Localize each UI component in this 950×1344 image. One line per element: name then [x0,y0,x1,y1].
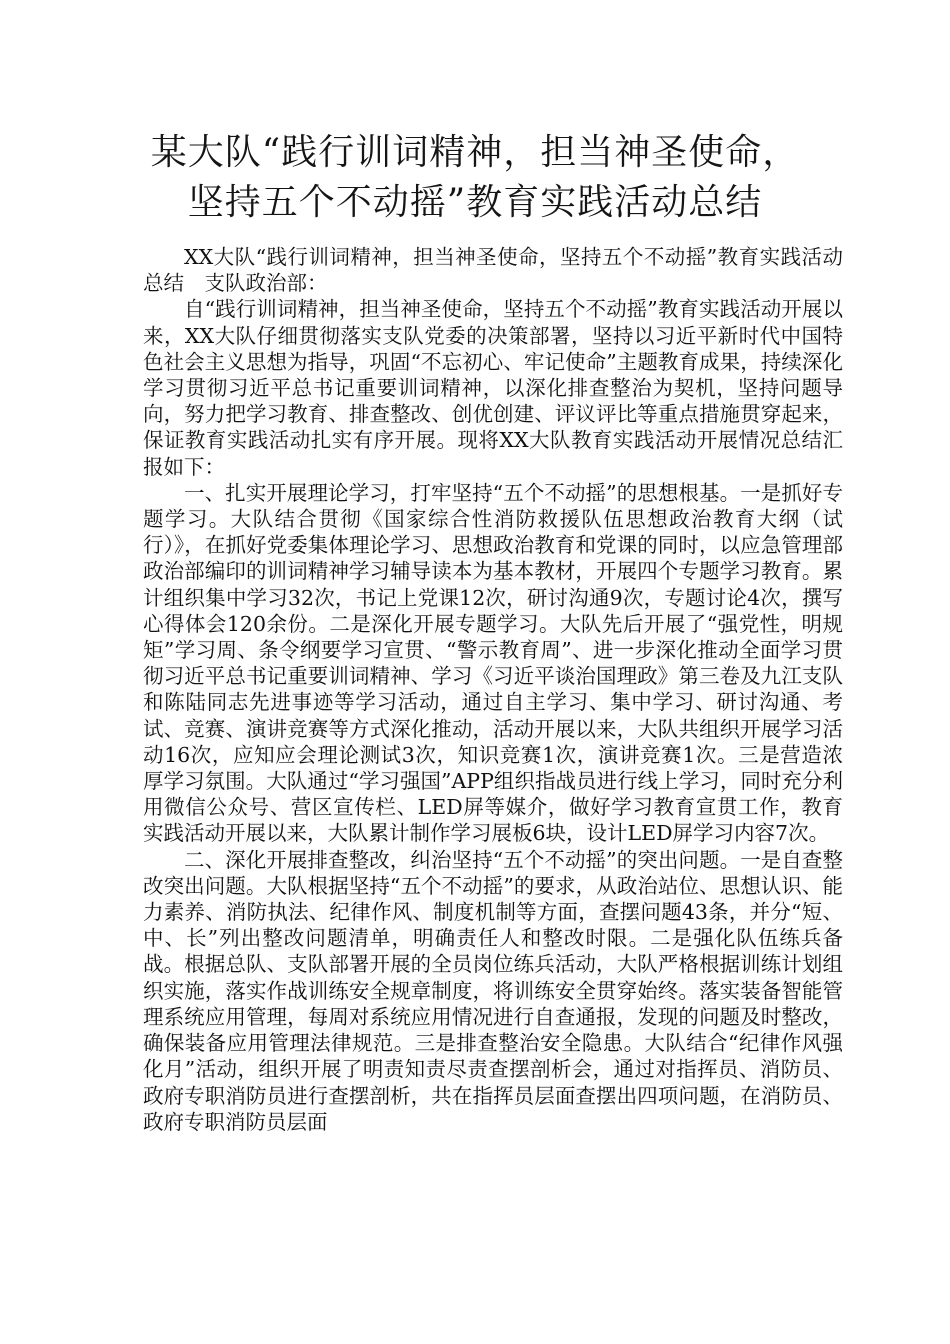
body-paragraph-section-1: 一、扎实开展理论学习，打牢坚持“五个不动摇”的思想根基。一是抓好专题学习。大队结合贯彻《国家综合性消防救援队伍思想政治教育大纲（试行）》，在抓好党委集体理论学习、思想政治教育和党课的同时，以应急管理部政治部编印的训词精神学习辅导读本为基本教材，开展四个专题学习教育。累计组织集中学习32次，书记上党课12次，研讨沟通9次，专题讨论4次，撰写心得体会120余份。二是深化开展专题学习。大队先后开展了“强党性，明规矩”学习周、条令纲要学习宣贯、“警示教育周”、进一步深化推动全面学习贯彻习近平总书记重要训词精神、学习《习近平谈治国理政》第三卷及九江支队和陈陆同志先进事迹等学习活动，通过自主学习、集中学习、研讨沟通、考试、竞赛、演讲竞赛等方式深化推动，活动开展以来，大队共组织开展学习活动16次，应知应会理论测试3次，知识竞赛1次，演讲竞赛1次。三是营造浓厚学习氛围。大队通过“学习强国”APP组织指战员进行线上学习，同时充分利用微信公众号、营区宣传栏、LED屏等媒介，做好学习教育宣贯工作，教育实践活动开展以来，大队累计制作学习展板6块，设计LED屏学习内容7次。 [143,480,843,846]
body-paragraph-section-2: 二、深化开展排查整改，纠治坚持“五个不动摇”的突出问题。一是自查整改突出问题。大队根据坚持“五个不动摇”的要求，从政治站位、思想认识、能力素养、消防执法、纪律作风、制度机制等方面，查摆问题43条，并分“短、中、长”列出整改问题清单，明确责任人和整改时限。二是强化队伍练兵备战。根据总队、支队部署开展的全员岗位练兵活动，大队严格根据训练计划组织实施，落实作战训练安全规章制度，将训练安全贯穿始终。落实装备智能管理系统应用管理，每周对系统应用情况进行自查通报，发现的问题及时整改，确保装备应用管理法律规范。三是排查整治安全隐患。大队结合“纪律作风强化月”活动，组织开展了明责知责尽责查摆剖析会，通过对指挥员、消防员、政府专职消防员进行查摆剖析，共在指挥员层面查摆出四项问题，在消防员、政府专职消防员层面 [143,847,843,1134]
body-paragraph-heading: XX大队“践行训词精神，担当神圣使命，坚持五个不动摇”教育实践活动总结 支队政治部： [143,245,843,296]
body-paragraph-intro: 自“践行训词精神，担当神圣使命，坚持五个不动摇”教育实践活动开展以来，XX大队仔细贯彻落实支队党委的决策部署，坚持以习近平新时代中国特色社会主义思想为指导，巩固“不忘初心、牢记使命”主题教育成果，持续深化学习贯彻习近平总书记重要训词精神，以深化排查整治为契机，坚持问题导向，努力把学习教育、排查整改、创优创建、评议评比等重点措施贯穿起来，保证教育实践活动扎实有序开展。现将XX大队教育实践活动开展情况总结汇报如下： [143,297,843,479]
document-body [143,244,843,1135]
document-title-line-1: 某大队“践行训词精神，担当神圣使命， [150,132,800,173]
document-title-line-2: 坚持五个不动摇”教育实践活动总结 [187,182,763,223]
